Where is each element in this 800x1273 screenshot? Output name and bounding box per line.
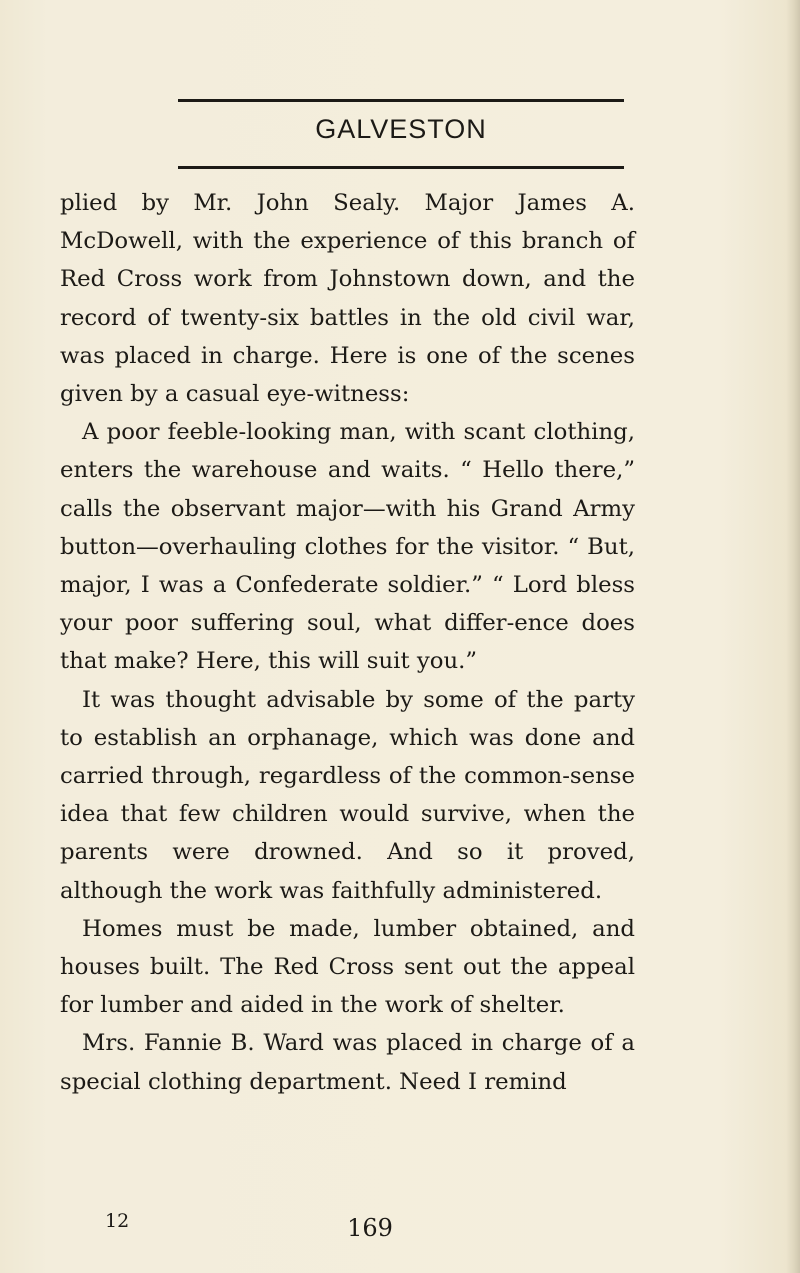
paragraph: It was thought advisable by some of the party to establish an orphanage, which was done and carried through, regardless of the common-sense idea that few children would survive, when the parents were drowned. And so it proved, although the work was faithfully administered. <box>60 686 635 904</box>
paragraph-continuation: plied by Mr. John Sealy. Major James A. McDowell, with the experience of this branch of Red Cross work from Johnstown down, and the record of twenty-six battles in the old civil war, was placed in charge. Here is one of the scenes given by a casual eye-witness: <box>60 190 635 408</box>
page-footer <box>0 1210 800 1250</box>
signature-mark: 12 <box>105 1210 130 1232</box>
page-number: 169 <box>347 1214 393 1242</box>
header-rule-bottom <box>178 166 624 169</box>
paragraph: Mrs. Fannie B. Ward was placed in charge of a special clothing department. Need I remind <box>60 1030 635 1095</box>
page-header <box>178 92 624 172</box>
body-text <box>60 184 635 1101</box>
header-rule-top <box>178 99 624 102</box>
running-head: GALVESTON <box>315 114 487 144</box>
paragraph: Homes must be made, lumber obtained, and houses built. The Red Cross sent out the appeal for lumber and aided in the work of shelter. <box>60 915 635 1019</box>
paragraph: A poor feeble-looking man, with scant clothing, enters the warehouse and waits. “ Hello there,” calls the observant major—with his Grand Army button—overhauling clothes for the visitor. “ But, major, I was a Confederate soldier.” “ Lord bless your poor suffering soul, what differ-ence does that make? Here, this will suit you.” <box>60 419 635 675</box>
page-edge-shadow <box>786 0 800 1273</box>
